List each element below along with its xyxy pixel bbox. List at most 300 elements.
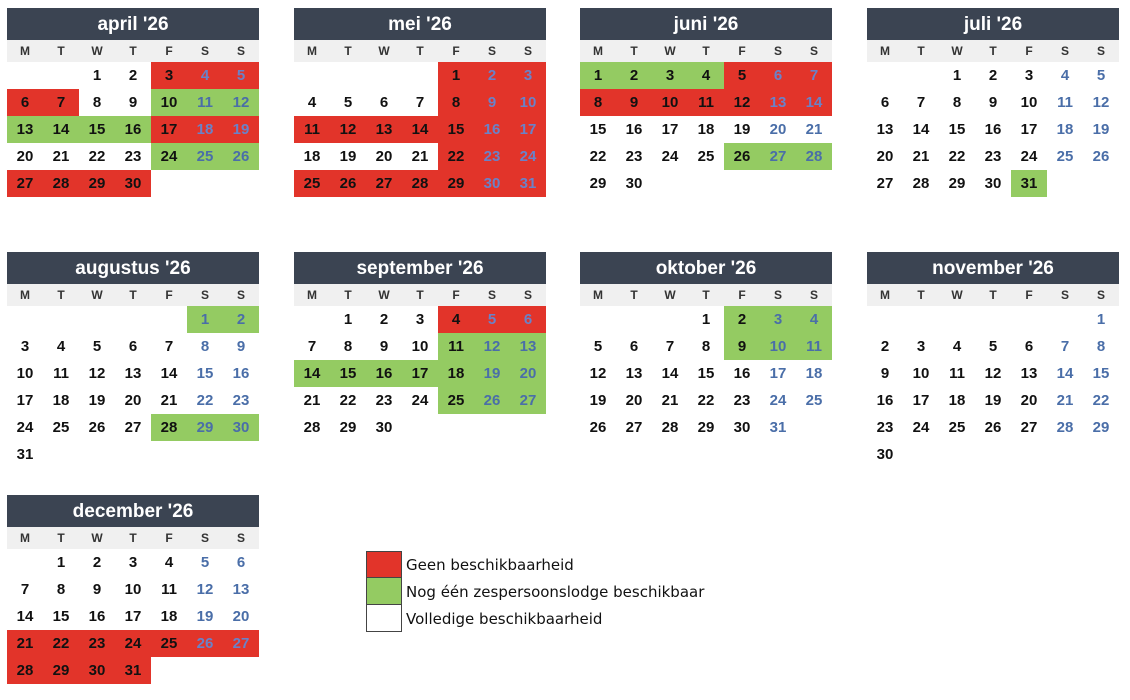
day-cell: 26 — [1092, 148, 1110, 165]
empty-cell — [616, 306, 652, 333]
day-cell: 9 — [236, 338, 246, 355]
weekday-header: S — [1060, 44, 1069, 58]
day-cell: 1 — [701, 311, 711, 328]
weekday-header: F — [738, 44, 746, 58]
day-cell: 28 — [796, 143, 832, 170]
weekday-header: T — [630, 288, 638, 302]
weekday-header: S — [487, 288, 496, 302]
day-cell: 14 — [912, 121, 930, 138]
weekday-header: M — [307, 44, 317, 58]
day-grid — [580, 306, 832, 441]
day-cell: 9 — [128, 94, 138, 111]
day-cell: 3 — [652, 62, 688, 89]
day-cell: 16 — [232, 365, 250, 382]
day-cell: 20 — [124, 392, 142, 409]
weekday-header: W — [951, 44, 963, 58]
empty-cell — [903, 62, 939, 89]
day-cell: 1 — [92, 67, 102, 84]
day-cell: 12 — [88, 365, 106, 382]
day-cell: 20 — [510, 360, 546, 387]
empty-cell — [939, 306, 975, 333]
day-cell: 24 — [16, 419, 34, 436]
weekday-header: S — [236, 531, 245, 545]
day-cell: 24 — [151, 143, 187, 170]
day-cell: 28 — [43, 170, 79, 197]
legend-item-partial — [366, 578, 704, 605]
weekday-header: F — [1025, 44, 1033, 58]
day-cell: 25 — [294, 170, 330, 197]
day-cell: 22 — [43, 630, 79, 657]
day-cell: 10 — [760, 333, 796, 360]
legend — [366, 551, 704, 632]
day-cell: 15 — [697, 365, 715, 382]
day-cell: 13 — [124, 365, 142, 382]
weekday-header: W — [91, 44, 103, 58]
day-cell: 23 — [79, 630, 115, 657]
weekday-header: F — [738, 288, 746, 302]
weekday-header: W — [664, 44, 676, 58]
day-cell: 28 — [151, 414, 187, 441]
day-cell: 29 — [187, 414, 223, 441]
day-cell: 22 — [697, 392, 715, 409]
day-cell: 9 — [616, 89, 652, 116]
legend-label-available: Volledige beschikbaarheid — [406, 609, 603, 628]
weekday-header-row — [580, 284, 832, 306]
weekday-header: S — [1096, 44, 1105, 58]
day-cell: 19 — [339, 148, 357, 165]
day-cell: 16 — [88, 608, 106, 625]
weekday-header: W — [664, 288, 676, 302]
weekday-header: M — [20, 288, 30, 302]
day-cell: 5 — [200, 554, 210, 571]
day-cell: 6 — [379, 94, 389, 111]
weekday-header: S — [200, 531, 209, 545]
weekday-header: M — [593, 288, 603, 302]
day-cell: 12 — [474, 333, 510, 360]
day-cell: 4 — [187, 62, 223, 89]
day-cell: 15 — [1092, 365, 1110, 382]
day-cell: 12 — [724, 89, 760, 116]
day-cell: 5 — [223, 62, 259, 89]
day-cell: 23 — [984, 148, 1002, 165]
day-cell: 23 — [474, 143, 510, 170]
day-cell: 31 — [16, 446, 34, 463]
empty-cell — [975, 306, 1011, 333]
day-cell: 10 — [912, 365, 930, 382]
day-cell: 13 — [7, 116, 43, 143]
weekday-header: M — [880, 44, 890, 58]
month-calendar — [7, 252, 259, 468]
empty-cell — [151, 306, 187, 333]
day-cell: 12 — [223, 89, 259, 116]
weekday-header: W — [91, 288, 103, 302]
weekday-header: T — [129, 531, 137, 545]
day-cell: 6 — [1024, 338, 1034, 355]
day-cell: 8 — [952, 94, 962, 111]
day-cell: 8 — [56, 581, 66, 598]
day-cell: 5 — [988, 338, 998, 355]
legend-item-available — [366, 605, 704, 632]
day-cell: 17 — [16, 392, 34, 409]
day-cell: 8 — [343, 338, 353, 355]
day-cell: 8 — [92, 94, 102, 111]
day-cell: 25 — [697, 148, 715, 165]
weekday-header: T — [129, 44, 137, 58]
month-calendar — [294, 8, 546, 197]
weekday-header: S — [200, 288, 209, 302]
day-cell: 18 — [303, 148, 321, 165]
weekday-header: T — [57, 288, 65, 302]
day-cell: 6 — [880, 94, 890, 111]
day-cell: 22 — [88, 148, 106, 165]
day-cell: 25 — [805, 392, 823, 409]
day-cell: 16 — [366, 360, 402, 387]
empty-cell — [652, 306, 688, 333]
day-cell: 15 — [52, 608, 70, 625]
empty-cell — [294, 62, 330, 89]
day-cell: 17 — [124, 608, 142, 625]
empty-cell — [1011, 306, 1047, 333]
day-cell: 27 — [1020, 419, 1038, 436]
day-cell: 14 — [661, 365, 679, 382]
day-grid — [7, 549, 259, 684]
weekday-header: F — [1025, 288, 1033, 302]
day-cell: 25 — [52, 419, 70, 436]
day-cell: 2 — [128, 67, 138, 84]
day-cell: 9 — [379, 338, 389, 355]
day-cell: 22 — [196, 392, 214, 409]
weekday-header: S — [236, 288, 245, 302]
day-cell: 4 — [796, 306, 832, 333]
day-grid — [867, 306, 1119, 468]
day-cell: 17 — [510, 116, 546, 143]
day-cell: 29 — [589, 175, 607, 192]
day-cell: 27 — [124, 419, 142, 436]
day-cell: 20 — [375, 148, 393, 165]
weekday-header: W — [91, 531, 103, 545]
day-cell: 14 — [796, 89, 832, 116]
day-cell: 7 — [1060, 338, 1070, 355]
empty-cell — [7, 549, 43, 576]
day-cell: 22 — [589, 148, 607, 165]
day-cell: 9 — [724, 333, 760, 360]
month-title: juli '26 — [867, 8, 1119, 40]
day-cell: 22 — [339, 392, 357, 409]
day-cell: 29 — [339, 419, 357, 436]
day-cell: 30 — [115, 170, 151, 197]
day-cell: 5 — [1096, 67, 1106, 84]
day-cell: 3 — [128, 554, 138, 571]
day-cell: 1 — [1096, 311, 1106, 328]
day-cell: 17 — [1020, 121, 1038, 138]
day-cell: 24 — [411, 392, 429, 409]
day-cell: 26 — [88, 419, 106, 436]
empty-cell — [366, 62, 402, 89]
weekday-header: T — [344, 288, 352, 302]
day-cell: 15 — [330, 360, 366, 387]
month-calendar — [867, 8, 1119, 197]
weekday-header: S — [487, 44, 496, 58]
day-cell: 26 — [984, 419, 1002, 436]
day-cell: 28 — [661, 419, 679, 436]
weekday-header-row — [7, 527, 259, 549]
day-cell: 12 — [330, 116, 366, 143]
day-cell: 21 — [160, 392, 178, 409]
day-cell: 3 — [916, 338, 926, 355]
weekday-header: S — [523, 44, 532, 58]
day-cell: 4 — [438, 306, 474, 333]
month-title: november '26 — [867, 252, 1119, 284]
day-cell: 8 — [438, 89, 474, 116]
day-cell: 28 — [912, 175, 930, 192]
weekday-header: W — [378, 44, 390, 58]
day-cell: 2 — [616, 62, 652, 89]
day-cell: 2 — [988, 67, 998, 84]
day-cell: 23 — [375, 392, 393, 409]
weekday-header: T — [702, 44, 710, 58]
day-cell: 14 — [16, 608, 34, 625]
day-cell: 1 — [438, 62, 474, 89]
weekday-header: T — [917, 44, 925, 58]
day-cell: 28 — [1056, 419, 1074, 436]
day-cell: 23 — [625, 148, 643, 165]
day-cell: 10 — [151, 89, 187, 116]
day-cell: 2 — [880, 338, 890, 355]
day-cell: 10 — [652, 89, 688, 116]
day-cell: 13 — [366, 116, 402, 143]
day-cell: 10 — [510, 89, 546, 116]
day-cell: 25 — [1056, 148, 1074, 165]
day-cell: 31 — [1011, 170, 1047, 197]
weekday-header: S — [809, 44, 818, 58]
day-cell: 14 — [402, 116, 438, 143]
weekday-header-row — [7, 40, 259, 62]
day-grid — [580, 62, 832, 197]
day-cell: 26 — [724, 143, 760, 170]
weekday-header: S — [773, 288, 782, 302]
day-cell: 16 — [876, 392, 894, 409]
day-cell: 21 — [411, 148, 429, 165]
empty-cell — [7, 306, 43, 333]
day-cell: 11 — [796, 333, 832, 360]
day-cell: 7 — [916, 94, 926, 111]
day-cell: 5 — [92, 338, 102, 355]
empty-cell — [115, 306, 151, 333]
month-title: mei '26 — [294, 8, 546, 40]
day-cell: 7 — [43, 89, 79, 116]
legend-swatch-green — [366, 578, 402, 605]
empty-cell — [867, 306, 903, 333]
day-cell: 15 — [438, 116, 474, 143]
empty-cell — [903, 306, 939, 333]
day-cell: 16 — [984, 121, 1002, 138]
weekday-header: T — [989, 288, 997, 302]
day-cell: 14 — [43, 116, 79, 143]
weekday-header: M — [593, 44, 603, 58]
day-cell: 2 — [223, 306, 259, 333]
day-cell: 4 — [307, 94, 317, 111]
month-calendar — [294, 252, 546, 441]
weekday-header: F — [165, 531, 173, 545]
day-cell: 23 — [124, 148, 142, 165]
day-cell: 29 — [948, 175, 966, 192]
day-cell: 27 — [760, 143, 796, 170]
month-calendar — [7, 8, 259, 197]
day-cell: 9 — [474, 89, 510, 116]
day-cell: 19 — [88, 392, 106, 409]
month-title: oktober '26 — [580, 252, 832, 284]
weekday-header: S — [523, 288, 532, 302]
day-cell: 27 — [223, 630, 259, 657]
weekday-header: S — [236, 44, 245, 58]
day-cell: 15 — [196, 365, 214, 382]
day-cell: 21 — [52, 148, 70, 165]
day-cell: 3 — [20, 338, 30, 355]
weekday-header-row — [294, 40, 546, 62]
day-cell: 18 — [948, 392, 966, 409]
day-cell: 29 — [697, 419, 715, 436]
day-cell: 12 — [1092, 94, 1110, 111]
day-cell: 17 — [151, 116, 187, 143]
empty-cell — [867, 62, 903, 89]
weekday-header: T — [57, 531, 65, 545]
day-cell: 11 — [53, 365, 69, 382]
day-cell: 6 — [236, 554, 246, 571]
day-cell: 7 — [20, 581, 30, 598]
weekday-header-row — [580, 40, 832, 62]
day-cell: 1 — [187, 306, 223, 333]
legend-swatch-white — [366, 605, 402, 632]
day-cell: 3 — [1024, 67, 1034, 84]
day-cell: 3 — [415, 311, 425, 328]
day-cell: 15 — [948, 121, 966, 138]
day-cell: 20 — [1020, 392, 1038, 409]
day-cell: 9 — [988, 94, 998, 111]
day-cell: 27 — [7, 170, 43, 197]
day-cell: 10 — [16, 365, 34, 382]
day-cell: 6 — [760, 62, 796, 89]
legend-label-unavailable: Geen beschikbaarheid — [406, 555, 574, 574]
day-cell: 25 — [187, 143, 223, 170]
day-cell: 10 — [124, 581, 142, 598]
day-cell: 12 — [589, 365, 607, 382]
day-cell: 8 — [200, 338, 210, 355]
day-cell: 25 — [151, 630, 187, 657]
empty-cell — [7, 62, 43, 89]
day-cell: 25 — [438, 387, 474, 414]
weekday-header: F — [165, 288, 173, 302]
day-cell: 19 — [474, 360, 510, 387]
day-cell: 5 — [343, 94, 353, 111]
day-cell: 21 — [661, 392, 679, 409]
day-cell: 21 — [303, 392, 321, 409]
day-cell: 28 — [402, 170, 438, 197]
day-cell: 29 — [79, 170, 115, 197]
weekday-header: T — [630, 44, 638, 58]
day-cell: 4 — [56, 338, 66, 355]
day-cell: 13 — [760, 89, 796, 116]
day-cell: 8 — [580, 89, 616, 116]
day-cell: 2 — [379, 311, 389, 328]
day-cell: 20 — [16, 148, 34, 165]
day-cell: 20 — [232, 608, 250, 625]
empty-cell — [330, 62, 366, 89]
day-cell: 11 — [949, 365, 965, 382]
weekday-header: S — [809, 288, 818, 302]
day-cell: 29 — [43, 657, 79, 684]
day-cell: 16 — [115, 116, 151, 143]
day-cell: 20 — [769, 121, 787, 138]
day-cell: 9 — [880, 365, 890, 382]
weekday-header: F — [452, 44, 460, 58]
day-cell: 24 — [1020, 148, 1038, 165]
day-cell: 10 — [1020, 94, 1038, 111]
day-cell: 3 — [510, 62, 546, 89]
empty-cell — [79, 306, 115, 333]
day-cell: 1 — [343, 311, 353, 328]
weekday-header: T — [57, 44, 65, 58]
day-cell: 6 — [128, 338, 138, 355]
day-cell: 18 — [160, 608, 178, 625]
month-title: juni '26 — [580, 8, 832, 40]
day-cell: 12 — [196, 581, 214, 598]
day-cell: 11 — [294, 116, 330, 143]
day-cell: 10 — [411, 338, 429, 355]
day-cell: 27 — [625, 419, 643, 436]
day-cell: 11 — [688, 89, 724, 116]
empty-cell — [402, 62, 438, 89]
month-calendar — [580, 252, 832, 441]
month-title: september '26 — [294, 252, 546, 284]
day-cell: 31 — [115, 657, 151, 684]
weekday-header: T — [416, 44, 424, 58]
day-cell: 6 — [510, 306, 546, 333]
day-cell: 26 — [187, 630, 223, 657]
day-cell: 11 — [187, 89, 223, 116]
day-cell: 26 — [474, 387, 510, 414]
day-cell: 23 — [733, 392, 751, 409]
month-calendar — [7, 495, 259, 684]
weekday-header: M — [20, 44, 30, 58]
day-cell: 13 — [510, 333, 546, 360]
day-cell: 4 — [1060, 67, 1070, 84]
day-cell: 8 — [1096, 338, 1106, 355]
legend-swatch-red — [366, 551, 402, 578]
day-cell: 16 — [474, 116, 510, 143]
day-cell: 8 — [701, 338, 711, 355]
weekday-header: W — [378, 288, 390, 302]
day-cell: 18 — [697, 121, 715, 138]
day-cell: 11 — [438, 333, 474, 360]
month-title: augustus '26 — [7, 252, 259, 284]
weekday-header-row — [867, 40, 1119, 62]
day-cell: 23 — [232, 392, 250, 409]
day-cell: 28 — [303, 419, 321, 436]
day-cell: 14 — [160, 365, 178, 382]
day-cell: 7 — [415, 94, 425, 111]
day-cell: 19 — [733, 121, 751, 138]
day-cell: 14 — [1056, 365, 1074, 382]
day-cell: 13 — [232, 581, 250, 598]
legend-label-partial: Nog één zespersoonslodge beschikbaar — [406, 582, 705, 601]
day-grid — [7, 306, 259, 468]
day-cell: 24 — [912, 419, 930, 436]
day-cell: 30 — [223, 414, 259, 441]
day-cell: 18 — [805, 365, 823, 382]
day-cell: 21 — [912, 148, 930, 165]
day-cell: 12 — [984, 365, 1002, 382]
day-cell: 16 — [625, 121, 643, 138]
